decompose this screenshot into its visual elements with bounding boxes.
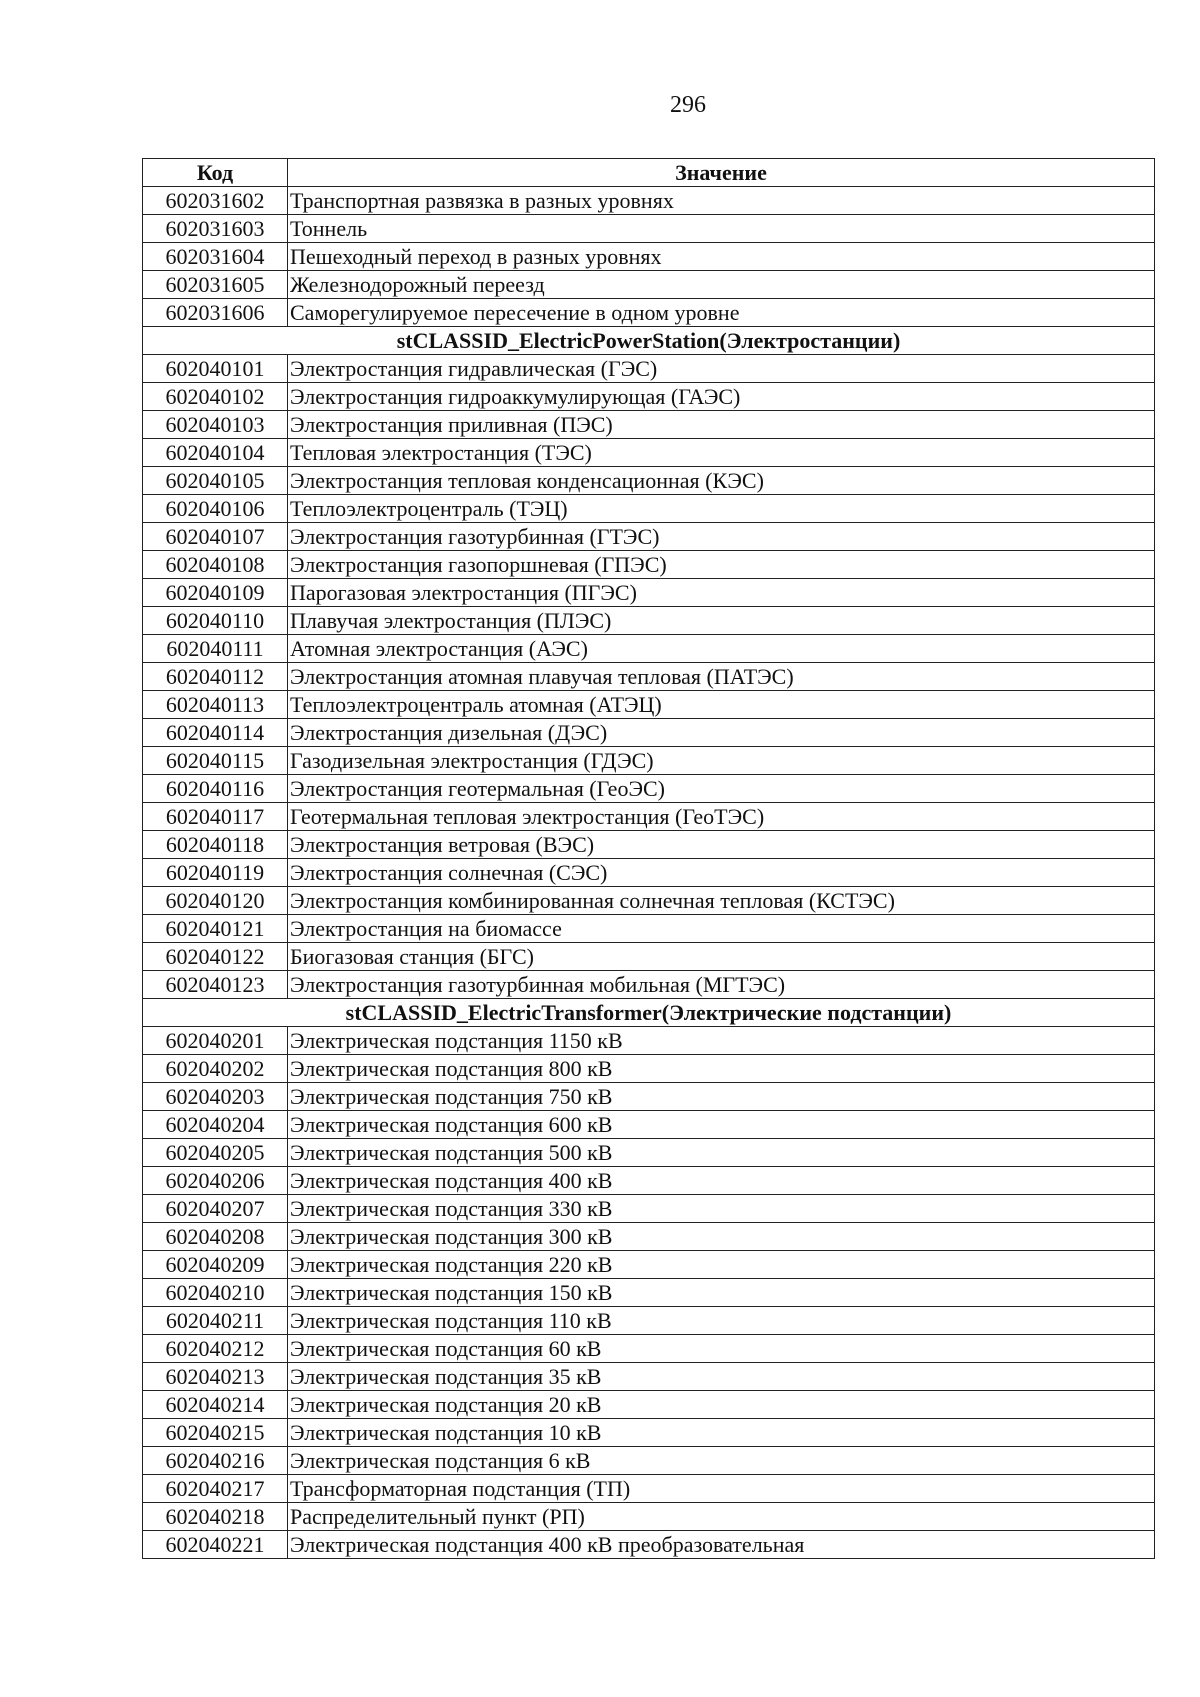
- code-cell: 602031606: [143, 299, 288, 327]
- value-cell: Тоннель: [288, 215, 1155, 243]
- code-cell: 602040108: [143, 551, 288, 579]
- table-row: [143, 551, 1155, 579]
- value-cell: Электрическая подстанция 10 кВ: [288, 1419, 1155, 1447]
- table-row: [143, 915, 1155, 943]
- code-cell: 602040213: [143, 1363, 288, 1391]
- code-cell: 602040117: [143, 803, 288, 831]
- value-cell: Электрическая подстанция 1150 кВ: [288, 1027, 1155, 1055]
- table-row: [143, 1475, 1155, 1503]
- value-cell: Электростанция геотермальная (ГеоЭС): [288, 775, 1155, 803]
- code-cell: 602040212: [143, 1335, 288, 1363]
- value-cell: Теплоэлектроцентраль (ТЭЦ): [288, 495, 1155, 523]
- code-cell: 602031605: [143, 271, 288, 299]
- table-row: [143, 803, 1155, 831]
- value-cell: Пешеходный переход в разных уровнях: [288, 243, 1155, 271]
- value-cell: Электростанция гидроаккумулирующая (ГАЭС): [288, 383, 1155, 411]
- value-cell: Железнодорожный переезд: [288, 271, 1155, 299]
- code-cell: 602040112: [143, 663, 288, 691]
- code-cell: 602040208: [143, 1223, 288, 1251]
- table-row: [143, 1307, 1155, 1335]
- table-row: [143, 1419, 1155, 1447]
- value-cell: Электрическая подстанция 500 кВ: [288, 1139, 1155, 1167]
- table-row: [143, 299, 1155, 327]
- table-row: [143, 1531, 1155, 1559]
- code-cell: 602040103: [143, 411, 288, 439]
- section-title: stCLASSID_ElectricPowerStation(Электростанции): [143, 327, 1155, 355]
- value-cell: Электростанция тепловая конденсационная (КЭС): [288, 467, 1155, 495]
- value-cell: Электрическая подстанция 400 кВ преобразовательная: [288, 1531, 1155, 1559]
- table-row: [143, 1503, 1155, 1531]
- classifier-table: [142, 158, 1155, 1559]
- value-cell: Распределительный пункт (РП): [288, 1503, 1155, 1531]
- value-cell: Электростанция газотурбинная (ГТЭС): [288, 523, 1155, 551]
- value-cell: Электростанция газотурбинная мобильная (МГТЭС): [288, 971, 1155, 999]
- code-cell: 602040215: [143, 1419, 288, 1447]
- code-cell: 602040123: [143, 971, 288, 999]
- table-header-row: [143, 159, 1155, 187]
- table-row: [143, 1027, 1155, 1055]
- table-row: [143, 579, 1155, 607]
- table-row: [143, 1335, 1155, 1363]
- value-cell: Электростанция солнечная (СЭС): [288, 859, 1155, 887]
- code-cell: 602040101: [143, 355, 288, 383]
- code-cell: 602040121: [143, 915, 288, 943]
- value-cell: Электростанция ветровая (ВЭС): [288, 831, 1155, 859]
- code-cell: 602040211: [143, 1307, 288, 1335]
- value-cell: Газодизельная электростанция (ГДЭС): [288, 747, 1155, 775]
- code-cell: 602040201: [143, 1027, 288, 1055]
- code-cell: 602040110: [143, 607, 288, 635]
- section-title: stCLASSID_ElectricTransformer(Электрические подстанции): [143, 999, 1155, 1027]
- code-cell: 602040207: [143, 1195, 288, 1223]
- code-cell: 602040106: [143, 495, 288, 523]
- code-cell: 602040107: [143, 523, 288, 551]
- code-cell: 602040122: [143, 943, 288, 971]
- section-header-row: [143, 999, 1155, 1027]
- value-cell: Электрическая подстанция 750 кВ: [288, 1083, 1155, 1111]
- code-cell: 602040209: [143, 1251, 288, 1279]
- value-cell: Электрическая подстанция 150 кВ: [288, 1279, 1155, 1307]
- column-header-value: Значение: [288, 159, 1155, 187]
- code-cell: 602040202: [143, 1055, 288, 1083]
- table-row: [143, 663, 1155, 691]
- value-cell: Атомная электростанция (АЭС): [288, 635, 1155, 663]
- table-row: [143, 775, 1155, 803]
- table-row: [143, 467, 1155, 495]
- table-row: [143, 1055, 1155, 1083]
- value-cell: Электрическая подстанция 60 кВ: [288, 1335, 1155, 1363]
- table-row: [143, 187, 1155, 215]
- value-cell: Геотермальная тепловая электростанция (ГеоТЭС): [288, 803, 1155, 831]
- code-cell: 602040114: [143, 719, 288, 747]
- code-cell: 602031602: [143, 187, 288, 215]
- code-cell: 602040102: [143, 383, 288, 411]
- value-cell: Электростанция гидравлическая (ГЭС): [288, 355, 1155, 383]
- code-cell: 602040120: [143, 887, 288, 915]
- table-row: [143, 495, 1155, 523]
- table-row: [143, 1139, 1155, 1167]
- table-row: [143, 887, 1155, 915]
- value-cell: Электрическая подстанция 35 кВ: [288, 1363, 1155, 1391]
- code-cell: 602040214: [143, 1391, 288, 1419]
- value-cell: Электрическая подстанция 800 кВ: [288, 1055, 1155, 1083]
- code-cell: 602031603: [143, 215, 288, 243]
- value-cell: Электростанция на биомассе: [288, 915, 1155, 943]
- value-cell: Электростанция атомная плавучая тепловая (ПАТЭС): [288, 663, 1155, 691]
- code-cell: 602040115: [143, 747, 288, 775]
- table-row: [143, 1195, 1155, 1223]
- table-row: [143, 383, 1155, 411]
- table-row: [143, 243, 1155, 271]
- value-cell: Электрическая подстанция 110 кВ: [288, 1307, 1155, 1335]
- code-cell: 602040105: [143, 467, 288, 495]
- code-cell: 602040210: [143, 1279, 288, 1307]
- code-cell: 602040221: [143, 1531, 288, 1559]
- value-cell: Трансформаторная подстанция (ТП): [288, 1475, 1155, 1503]
- value-cell: Электростанция приливная (ПЭС): [288, 411, 1155, 439]
- table-row: [143, 635, 1155, 663]
- code-cell: 602040119: [143, 859, 288, 887]
- value-cell: Плавучая электростанция (ПЛЭС): [288, 607, 1155, 635]
- value-cell: Электрическая подстанция 20 кВ: [288, 1391, 1155, 1419]
- table-row: [143, 1167, 1155, 1195]
- value-cell: Теплоэлектроцентраль атомная (АТЭЦ): [288, 691, 1155, 719]
- table-row: [143, 271, 1155, 299]
- code-cell: 602040218: [143, 1503, 288, 1531]
- table-row: [143, 355, 1155, 383]
- table-row: [143, 1391, 1155, 1419]
- section-header-row: [143, 327, 1155, 355]
- table-body: [143, 187, 1155, 1559]
- page-number: 296: [670, 92, 706, 118]
- code-cell: 602040104: [143, 439, 288, 467]
- table-row: [143, 831, 1155, 859]
- value-cell: Электростанция комбинированная солнечная тепловая (КСТЭС): [288, 887, 1155, 915]
- table-row: [143, 523, 1155, 551]
- table-row: [143, 215, 1155, 243]
- code-cell: 602040204: [143, 1111, 288, 1139]
- table-row: [143, 439, 1155, 467]
- value-cell: Электрическая подстанция 330 кВ: [288, 1195, 1155, 1223]
- code-cell: 602040116: [143, 775, 288, 803]
- table-row: [143, 1363, 1155, 1391]
- code-cell: 602031604: [143, 243, 288, 271]
- table-row: [143, 719, 1155, 747]
- table-row: [143, 1447, 1155, 1475]
- code-cell: 602040206: [143, 1167, 288, 1195]
- value-cell: Электрическая подстанция 6 кВ: [288, 1447, 1155, 1475]
- value-cell: Саморегулируемое пересечение в одном уровне: [288, 299, 1155, 327]
- table-row: [143, 971, 1155, 999]
- value-cell: Биогазовая станция (БГС): [288, 943, 1155, 971]
- table-row: [143, 943, 1155, 971]
- value-cell: Парогазовая электростанция (ПГЭС): [288, 579, 1155, 607]
- table-row: [143, 1111, 1155, 1139]
- table-row: [143, 859, 1155, 887]
- value-cell: Тепловая электростанция (ТЭС): [288, 439, 1155, 467]
- table-row: [143, 1083, 1155, 1111]
- code-cell: 602040203: [143, 1083, 288, 1111]
- table-row: [143, 1279, 1155, 1307]
- value-cell: Электрическая подстанция 300 кВ: [288, 1223, 1155, 1251]
- table-row: [143, 411, 1155, 439]
- table-row: [143, 607, 1155, 635]
- code-cell: 602040111: [143, 635, 288, 663]
- table-row: [143, 747, 1155, 775]
- value-cell: Электростанция дизельная (ДЭС): [288, 719, 1155, 747]
- value-cell: Электростанция газопоршневая (ГПЭС): [288, 551, 1155, 579]
- code-cell: 602040216: [143, 1447, 288, 1475]
- column-header-code: Код: [143, 159, 288, 187]
- code-cell: 602040205: [143, 1139, 288, 1167]
- value-cell: Электрическая подстанция 400 кВ: [288, 1167, 1155, 1195]
- code-cell: 602040118: [143, 831, 288, 859]
- table-row: [143, 1223, 1155, 1251]
- code-cell: 602040109: [143, 579, 288, 607]
- value-cell: Транспортная развязка в разных уровнях: [288, 187, 1155, 215]
- table-row: [143, 1251, 1155, 1279]
- value-cell: Электрическая подстанция 600 кВ: [288, 1111, 1155, 1139]
- code-cell: 602040113: [143, 691, 288, 719]
- code-cell: 602040217: [143, 1475, 288, 1503]
- value-cell: Электрическая подстанция 220 кВ: [288, 1251, 1155, 1279]
- table-row: [143, 691, 1155, 719]
